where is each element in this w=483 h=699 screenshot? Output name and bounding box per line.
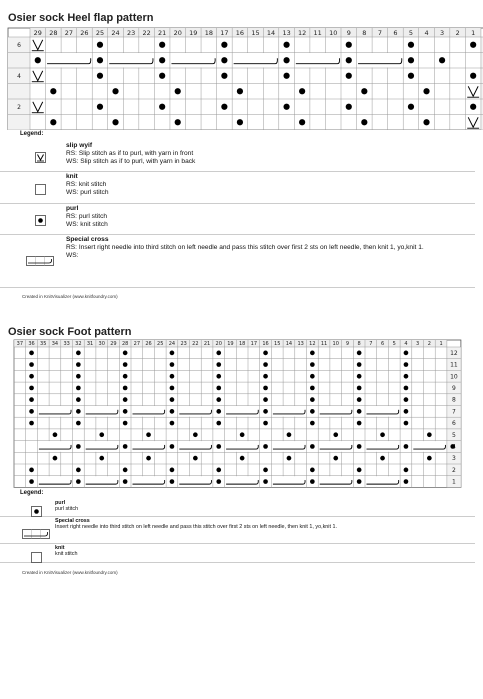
column-number: 23 <box>126 28 136 37</box>
column-number: 7 <box>369 340 373 347</box>
purl-stitch <box>333 456 338 461</box>
foot-legend-title: Legend: <box>20 490 44 496</box>
row-number-left: 6 <box>17 41 21 49</box>
heel-legend-title: Legend: <box>20 131 44 137</box>
purl-stitch <box>263 444 268 449</box>
purl-stitch <box>123 351 128 356</box>
special-cross-cell <box>38 476 72 487</box>
legend-item-name: Special cross <box>55 518 90 524</box>
purl-stitch <box>170 468 175 473</box>
purl-stitch <box>357 468 362 473</box>
purl-stitch <box>404 444 409 449</box>
purl-stitch <box>287 432 292 437</box>
purl-stitch <box>146 432 151 437</box>
purl-stitch <box>170 444 175 449</box>
column-number: 15 <box>274 340 281 347</box>
purl-stitch <box>193 432 198 437</box>
column-number: 14 <box>266 28 276 37</box>
row-number-right: 5 <box>451 431 456 439</box>
legend-item-cross <box>0 517 475 544</box>
legend-item-name: slip wyif <box>66 142 93 149</box>
column-number: 27 <box>133 340 141 347</box>
column-number: 13 <box>282 28 291 37</box>
purl-stitch <box>404 468 409 473</box>
purl-stitch <box>29 421 34 426</box>
heel-chart-title: Osier sock Heel flap pattern <box>8 12 154 24</box>
column-number: 10 <box>329 28 338 37</box>
purl-stitch <box>310 386 315 391</box>
purl-stitch <box>170 374 175 379</box>
legend-item-name: purl <box>66 205 79 212</box>
column-number: 26 <box>80 28 89 37</box>
special-cross-cell <box>178 476 212 487</box>
column-number: 28 <box>49 28 58 37</box>
purl-stitch <box>170 362 175 367</box>
purl-stitch <box>216 374 221 379</box>
purl-stitch <box>357 421 362 426</box>
legend-item-description: WS: Slip stitch as if to purl, with yarn in back <box>66 157 196 165</box>
purl-stitch <box>310 351 315 356</box>
purl-stitch <box>404 421 409 426</box>
column-number: 6 <box>393 28 398 37</box>
column-number: 11 <box>313 28 322 37</box>
row-number-right: 3 <box>451 455 456 463</box>
row-number-left: 2 <box>17 103 21 111</box>
purl-stitch <box>450 444 455 449</box>
special-cross-cell <box>132 441 166 452</box>
purl-stitch <box>123 362 128 367</box>
column-number: 27 <box>64 28 73 37</box>
cross-symbol-icon <box>22 526 50 544</box>
purl-stitch <box>216 409 221 414</box>
legend-item-description: purl stitch <box>55 506 79 513</box>
purl-stitch <box>29 397 34 402</box>
purl-stitch <box>216 444 221 449</box>
column-number: 34 <box>51 340 59 347</box>
purl-stitch <box>170 479 175 484</box>
knit-symbol-icon <box>31 550 42 568</box>
column-number: 15 <box>251 28 260 37</box>
column-number: 4 <box>424 28 429 37</box>
purl-stitch <box>216 479 221 484</box>
column-number: 10 <box>332 340 339 347</box>
special-cross-cell <box>85 476 119 487</box>
purl-stitch <box>216 386 221 391</box>
purl-stitch <box>216 362 221 367</box>
special-cross-cell <box>319 476 353 487</box>
purl-stitch <box>357 479 362 484</box>
purl-stitch <box>29 362 34 367</box>
column-number: 17 <box>250 340 258 347</box>
column-number: 18 <box>238 340 246 347</box>
column-number: 24 <box>168 340 176 347</box>
purl-stitch <box>216 397 221 402</box>
legend-item-description: RS: Insert right needle into third stitch on left needle and pass this stitch over first 2 sts on left needle, then knit 1, yo,knit 1. <box>66 243 424 251</box>
special-cross-cell <box>225 406 259 417</box>
purl-stitch <box>380 456 385 461</box>
purl-stitch <box>123 479 128 484</box>
column-number: 2 <box>455 28 460 37</box>
purl-stitch <box>146 456 151 461</box>
purl-stitch <box>99 456 104 461</box>
special-cross-cell <box>85 406 119 417</box>
purl-stitch <box>193 456 198 461</box>
column-number: 5 <box>392 340 396 347</box>
purl-stitch <box>404 386 409 391</box>
purl-stitch <box>76 479 81 484</box>
purl-stitch <box>310 468 315 473</box>
purl-stitch <box>170 386 175 391</box>
purl-stitch <box>123 468 128 473</box>
legend-item-purl <box>0 499 475 517</box>
purl-stitch <box>123 386 128 391</box>
purl-stitch <box>216 421 221 426</box>
purl-stitch <box>380 432 385 437</box>
column-number: 37 <box>16 340 24 347</box>
column-number: 28 <box>121 340 129 347</box>
purl-stitch <box>170 409 175 414</box>
purl-stitch <box>310 421 315 426</box>
purl-stitch <box>29 374 34 379</box>
purl-stitch <box>427 432 432 437</box>
purl-stitch <box>53 456 58 461</box>
purl-stitch <box>76 421 81 426</box>
purl-stitch <box>310 397 315 402</box>
special-cross-cell <box>225 441 259 452</box>
purl-stitch <box>240 432 245 437</box>
legend-item-description: WS: purl stitch <box>66 188 109 196</box>
column-number: 20 <box>215 340 222 347</box>
legend-item-description: WS: <box>66 251 79 259</box>
purl-stitch <box>76 409 81 414</box>
special-cross-cell <box>272 441 306 452</box>
column-number: 33 <box>63 340 70 347</box>
special-cross-cell <box>132 476 166 487</box>
column-number: 3 <box>440 28 445 37</box>
purl-stitch <box>76 351 81 356</box>
purl-stitch <box>263 468 268 473</box>
purl-stitch <box>29 386 34 391</box>
purl-stitch <box>76 362 81 367</box>
purl-stitch <box>76 374 81 379</box>
row-number-right: 10 <box>450 373 458 381</box>
column-number: 2 <box>427 340 431 347</box>
special-cross-cell <box>366 441 400 452</box>
column-number: 36 <box>28 340 35 347</box>
column-number: 25 <box>95 28 105 37</box>
heel-created-note: Created in KnitVisualizer (www.knitfoundry.com) <box>22 294 118 299</box>
column-number: 9 <box>346 28 351 37</box>
column-number: 9 <box>345 340 350 347</box>
special-cross-cell <box>38 406 72 417</box>
purl-stitch <box>29 468 34 473</box>
special-cross-cell <box>412 441 446 452</box>
column-number: 14 <box>285 340 293 347</box>
special-cross-cell <box>366 406 400 417</box>
legend-item-knit <box>0 544 475 563</box>
purl-stitch <box>123 374 128 379</box>
column-number: 21 <box>203 340 211 347</box>
special-cross-cell <box>85 441 119 452</box>
purl-stitch <box>333 432 338 437</box>
purl-stitch <box>263 397 268 402</box>
purl-stitch <box>240 456 245 461</box>
legend-item-description: RS: knit stitch <box>66 180 107 188</box>
row-number-left: 4 <box>17 72 21 80</box>
purl-stitch <box>76 397 81 402</box>
purl-stitch <box>216 351 221 356</box>
column-number: 25 <box>157 340 164 347</box>
purl-stitch <box>310 362 315 367</box>
purl-stitch <box>170 421 175 426</box>
column-number: 30 <box>98 340 105 347</box>
foot-chart-title: Osier sock Foot pattern <box>8 326 132 338</box>
purl-stitch <box>99 432 104 437</box>
purl-stitch <box>263 374 268 379</box>
column-number: 18 <box>204 28 213 37</box>
row-number-right: 9 <box>451 384 456 392</box>
purl-stitch <box>263 421 268 426</box>
purl-stitch <box>404 479 409 484</box>
purl-stitch <box>170 351 175 356</box>
column-number: 31 <box>86 340 94 347</box>
column-number: 1 <box>471 28 476 37</box>
column-number: 1 <box>439 340 443 347</box>
purl-stitch <box>357 397 362 402</box>
column-number: 23 <box>180 340 187 347</box>
purl-stitch <box>404 409 409 414</box>
legend-item-description: knit stitch <box>55 551 78 558</box>
purl-stitch <box>29 479 34 484</box>
column-number: 5 <box>408 28 414 37</box>
purl-stitch <box>310 444 315 449</box>
purl-stitch <box>357 409 362 414</box>
special-cross-cell <box>225 476 259 487</box>
row-number-right: 1 <box>451 478 456 486</box>
column-number: 22 <box>192 340 199 347</box>
column-number: 24 <box>111 28 120 37</box>
column-number: 7 <box>377 28 382 37</box>
legend-item-description: RS: purl stitch <box>66 212 108 220</box>
column-number: 16 <box>235 28 245 37</box>
column-number: 3 <box>416 340 420 347</box>
column-number: 29 <box>110 340 117 347</box>
special-cross-cell <box>178 441 212 452</box>
row-number-right: 11 <box>450 361 458 369</box>
column-number: 32 <box>75 340 82 347</box>
special-cross-cell <box>272 476 306 487</box>
purl-stitch <box>123 397 128 402</box>
row-number-right: 7 <box>451 408 456 416</box>
row-number-right: 12 <box>450 349 458 357</box>
column-number: 21 <box>158 28 167 37</box>
legend-item-description: Insert right needle into third stitch on left needle and pass this stitch over first 2 sts on left needle, then knit 1, yo,knit 1. <box>55 524 337 531</box>
special-cross-cell <box>272 406 306 417</box>
column-number: 12 <box>309 340 316 347</box>
purl-stitch <box>263 386 268 391</box>
purl-stitch <box>310 479 315 484</box>
column-number: 8 <box>357 340 361 347</box>
purl-stitch <box>123 421 128 426</box>
legend-text <box>55 545 473 558</box>
special-cross-cell <box>38 441 72 452</box>
purl-stitch <box>357 362 362 367</box>
legend-item-description: RS: Slip stitch as if to purl, with yarn in front <box>66 149 194 157</box>
column-number: 22 <box>142 28 151 37</box>
column-number: 13 <box>297 340 304 347</box>
purl-stitch <box>263 351 268 356</box>
purl-stitch <box>357 444 362 449</box>
row-number-right: 8 <box>451 396 456 404</box>
row-number-right: 2 <box>451 466 456 474</box>
special-cross-cell <box>366 476 400 487</box>
purl-stitch <box>263 409 268 414</box>
legend-item-description: WS: knit stitch <box>66 220 108 228</box>
column-number: 19 <box>189 28 198 37</box>
column-number: 16 <box>262 340 269 347</box>
column-number: 6 <box>380 340 385 347</box>
legend-item-name: purl <box>55 500 66 506</box>
row-number-right: 6 <box>451 420 456 428</box>
purl-stitch <box>404 351 409 356</box>
column-number: 8 <box>362 28 367 37</box>
column-number: 35 <box>40 340 47 347</box>
column-number: 12 <box>298 28 307 37</box>
purl-stitch <box>357 386 362 391</box>
purl-stitch <box>263 362 268 367</box>
column-number: 4 <box>404 340 408 347</box>
column-number: 26 <box>145 340 152 347</box>
purl-stitch <box>216 468 221 473</box>
special-cross-cell <box>178 406 212 417</box>
purl-stitch <box>404 397 409 402</box>
special-cross-cell <box>319 406 353 417</box>
legend-text <box>55 500 473 513</box>
purl-stitch <box>29 351 34 356</box>
purl-stitch <box>404 374 409 379</box>
purl-stitch <box>53 432 58 437</box>
special-cross-cell <box>319 441 353 452</box>
purl-stitch <box>76 444 81 449</box>
column-number: 29 <box>33 28 42 37</box>
purl-stitch <box>170 397 175 402</box>
purl-stitch <box>29 409 34 414</box>
purl-stitch <box>427 456 432 461</box>
legend-item-name: knit <box>55 545 65 551</box>
legend-item-name: knit <box>66 173 78 180</box>
purl-stitch <box>357 374 362 379</box>
purl-stitch <box>263 479 268 484</box>
purl-stitch <box>287 456 292 461</box>
column-number: 19 <box>227 340 234 347</box>
column-number: 17 <box>220 28 229 37</box>
purl-stitch <box>357 351 362 356</box>
purl-stitch <box>76 386 81 391</box>
special-cross-cell <box>132 406 166 417</box>
purl-stitch <box>123 444 128 449</box>
legend-item-name: Special cross <box>66 236 109 243</box>
purl-stitch <box>404 362 409 367</box>
purl-stitch <box>310 409 315 414</box>
purl-stitch <box>123 409 128 414</box>
legend-text <box>55 518 473 531</box>
column-number: 20 <box>173 28 182 37</box>
purl-stitch <box>310 374 315 379</box>
foot-created-note: Created in KnitVisualizer (www.knitfoundry.com) <box>22 570 118 575</box>
purl-stitch <box>76 468 81 473</box>
column-number: 11 <box>320 340 328 347</box>
